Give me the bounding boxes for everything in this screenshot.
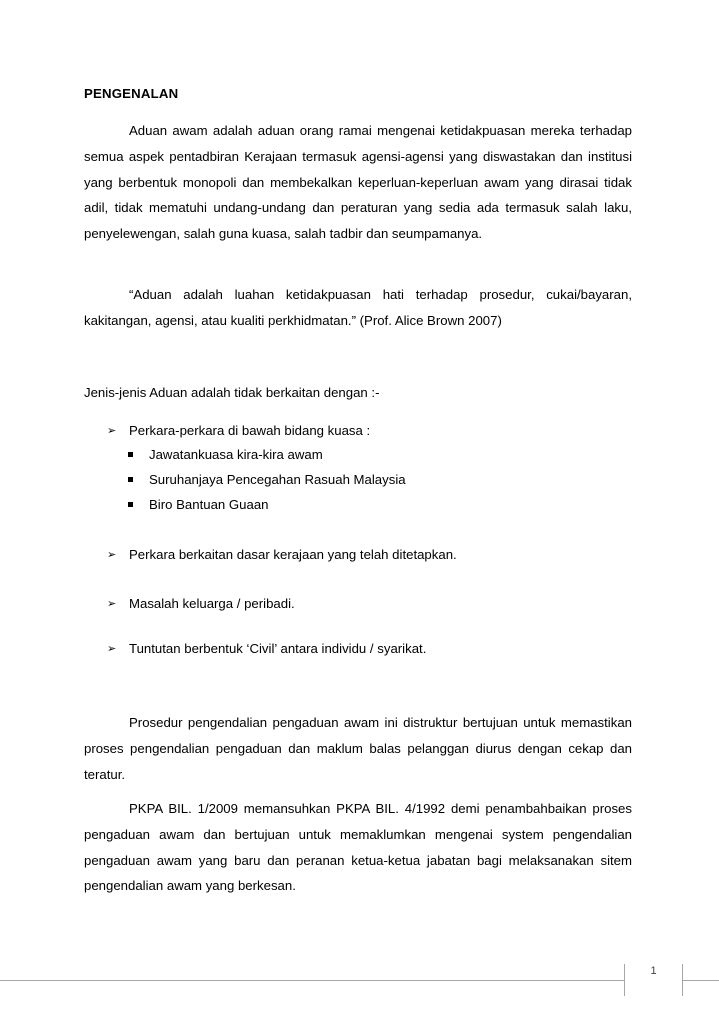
list-item-label: Perkara berkaitan dasar kerajaan yang telah ditetapkan. (129, 547, 457, 562)
arrow-bullet-icon: ➢ (107, 643, 117, 655)
square-bullet-icon (128, 502, 133, 507)
sub-list-item-label: Suruhanjaya Pencegahan Rasuah Malaysia (149, 472, 406, 487)
list-item-civil-claims (107, 641, 426, 656)
paragraph-list-intro: Jenis-jenis Aduan adalah tidak berkaitan dengan :- (84, 385, 380, 400)
sub-list-item (128, 497, 269, 512)
list-item-label: Masalah keluarga / peribadi. (129, 596, 295, 611)
list-item-jurisdiction (107, 423, 370, 438)
arrow-bullet-icon: ➢ (107, 549, 117, 561)
sub-list-item (128, 472, 406, 487)
paragraph-procedure: Prosedur pengendalian pengaduan awam ini distruktur bertujuan untuk memastikan proses pengendalian pengaduan dan maklum balas pelanggan diurus dengan cekap dan teratur. (84, 715, 632, 782)
paragraph-definition: Aduan awam adalah aduan orang ramai mengenai ketidakpuasan mereka terhadap semua aspek pentadbiran Kerajaan termasuk agensi-agensi yang diswastakan dan institusi yang berbentuk monopoli dan membekalkan keperluan-keperluan awam yang dirasai tidak adil, tidak mematuhi undang-undang dan peraturan yang sedia ada termasuk salah laku, penyelewengan, salah guna kuasa, salah tadbir dan seumpamanya. (84, 123, 632, 242)
list-item-government-policy (107, 547, 457, 562)
arrow-bullet-icon: ➢ (107, 598, 117, 610)
page-number: 1 (650, 965, 657, 977)
arrow-bullet-icon: ➢ (107, 425, 117, 437)
sub-list-item (128, 447, 323, 462)
square-bullet-icon (128, 477, 133, 482)
list-item-family (107, 596, 295, 611)
sub-list-item-label: Jawatankuasa kira-kira awam (149, 447, 323, 462)
square-bullet-icon (128, 452, 133, 457)
list-item-label: Tuntutan berbentuk ‘Civil’ antara individu / syarikat. (129, 641, 427, 656)
sub-list-item-label: Biro Bantuan Guaan (149, 497, 269, 512)
paragraph-quote: “Aduan adalah luahan ketidakpuasan hati terhadap prosedur, cukai/bayaran, kakitangan, agensi, atau kualiti perkhidmatan.” (Prof. Alice Brown 2007) (84, 287, 632, 328)
list-item-label: Perkara-perkara di bawah bidang kuasa : (129, 423, 371, 438)
footer-divider (0, 980, 719, 981)
paragraph-circular: PKPA BIL. 1/2009 memansuhkan PKPA BIL. 4/1992 demi penambahbaikan proses pengaduan awam dan bertujuan untuk memaklumkan mengenai system pengendalian pengaduan awam yang baru dan peranan ketua-ketua jabatan bagi melaksanakan sitem pengendalian awam yang berkesan. (84, 801, 632, 894)
page-number-box (624, 964, 683, 996)
section-heading: PENGENALAN (84, 86, 179, 101)
